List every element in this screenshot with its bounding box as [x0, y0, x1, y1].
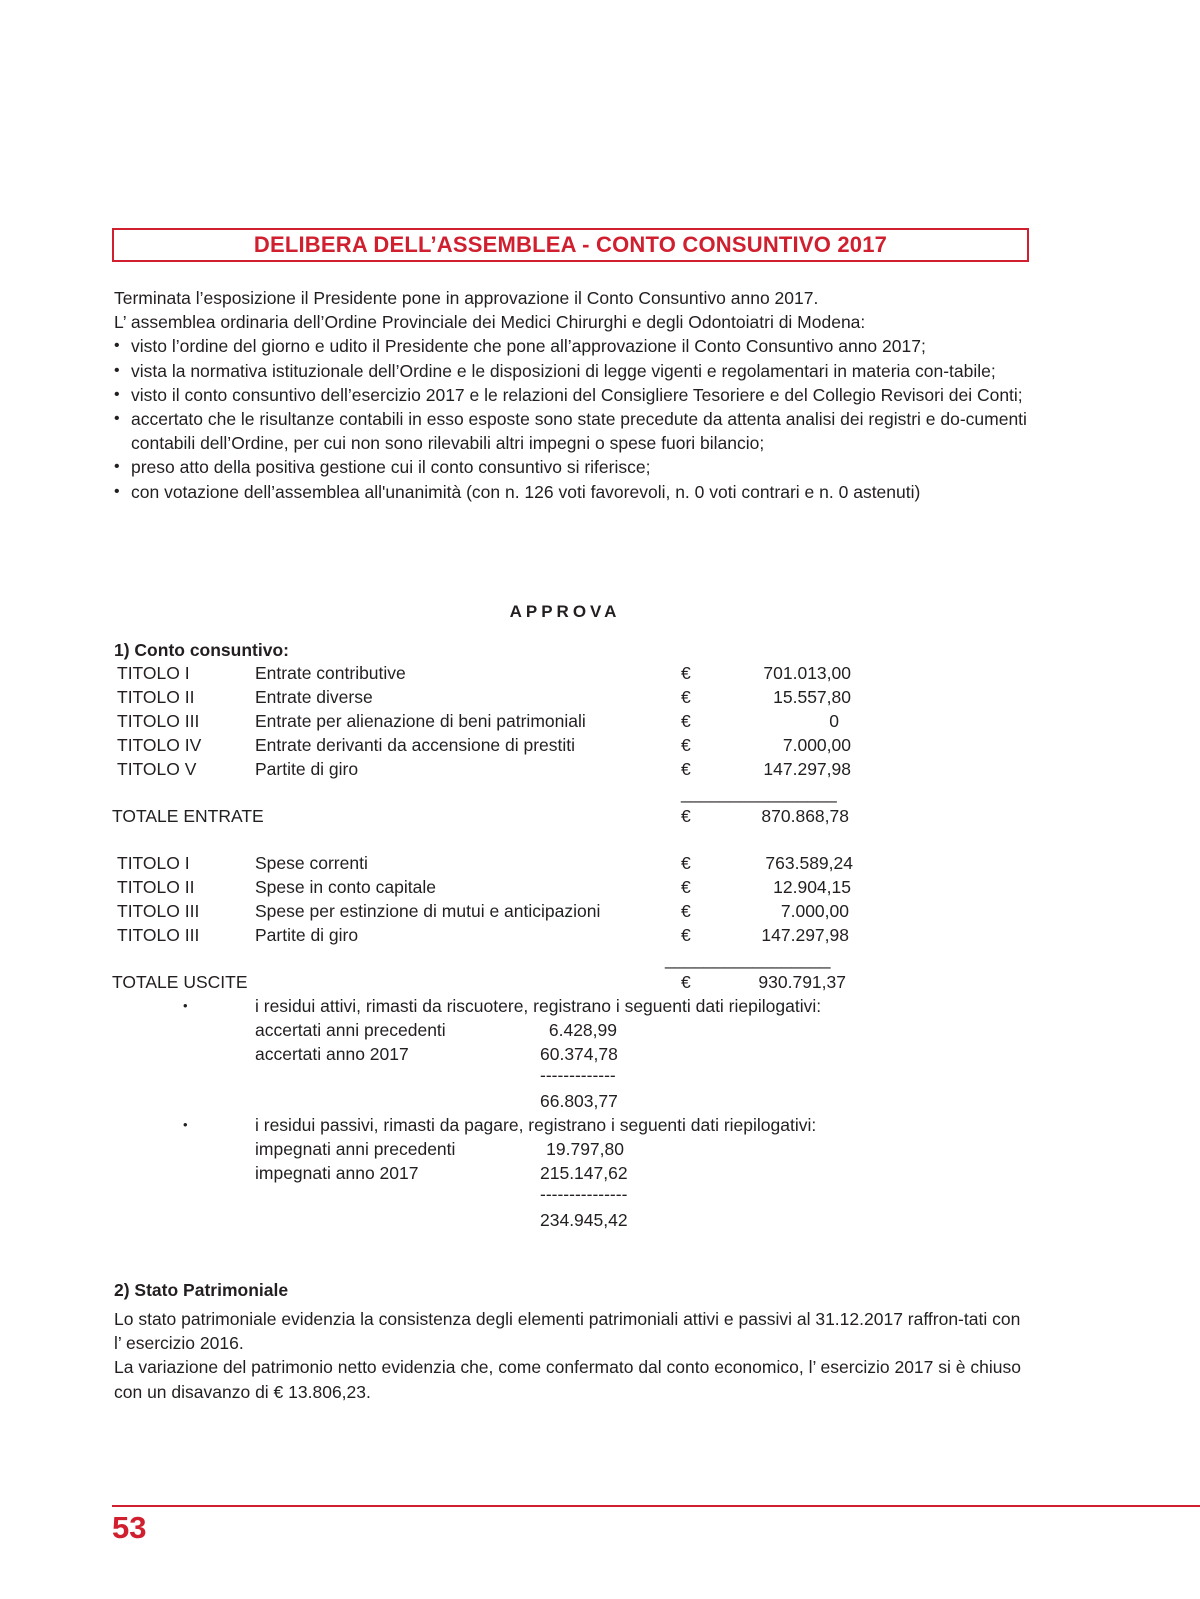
uscite-amount: 12.904,15 — [773, 877, 851, 897]
bullet-icon: • — [114, 410, 120, 428]
residui-attivi-intro: i residui attivi, rimasti da riscuotere, registrano i seguenti dati riepilogativi: — [255, 996, 822, 1016]
uscite-desc: Partite di giro — [255, 925, 359, 945]
uscite-titolo: TITOLO III — [117, 901, 200, 921]
entrate-total-rule: ________________ — [681, 783, 837, 803]
currency-symbol: € — [681, 806, 691, 826]
totale-entrate-value: 870.868,78 — [761, 806, 849, 826]
section-2-heading: 2) Stato Patrimoniale — [114, 1280, 289, 1300]
currency-symbol: € — [681, 925, 691, 945]
residui-row-label: impegnati anno 2017 — [255, 1163, 419, 1183]
uscite-total-rule: _________________ — [665, 949, 831, 969]
list-item: • accertato che le risultanze contabili in esso esposte sono state precedute da attenta analisi dei registri e do-cumenti contabili dell’Ordine, per cui non sono rilevabili altri impegni o spese fuori bilancio; — [114, 409, 1027, 454]
totale-uscite-value: 930.791,37 — [758, 972, 846, 992]
list-item: • visto il conto consuntivo dell’esercizio 2017 e le relazioni del Consigliere Tesoriere e del Collegio Revisori dei Conti; — [114, 383, 1032, 407]
residui-row-value: 19.797,80 — [546, 1139, 624, 1159]
list-item: • vista la normativa istituzionale dell’Ordine e le disposizioni di legge vigenti e regolamentari in materia con-tabile; — [114, 359, 1032, 383]
intro-line-1: Terminata l’esposizione il Presidente pone in approvazione il Conto Consuntivo anno 2017. — [114, 288, 819, 308]
residui-row-label: accertati anni precedenti — [255, 1020, 446, 1040]
uscite-titolo: TITOLO I — [117, 853, 190, 873]
currency-symbol: € — [681, 759, 691, 779]
entrate-desc: Entrate per alienazione di beni patrimoniali — [255, 711, 586, 731]
entrate-titolo: TITOLO II — [117, 687, 195, 707]
section-2-paragraph: Lo stato patrimoniale evidenzia la consistenza degli elementi patrimoniali attivi e passivi al 31.12.2017 raffron-tati con l’ esercizio 2016. — [114, 1309, 1021, 1354]
approva-heading: APPROVA — [509, 602, 621, 621]
bullet-icon: • — [114, 385, 120, 403]
uscite-desc: Spese correnti — [255, 853, 368, 873]
page-number: 53 — [112, 1510, 147, 1545]
currency-symbol: € — [681, 901, 691, 921]
currency-symbol: € — [681, 972, 691, 992]
residui-attivi-total: 66.803,77 — [540, 1091, 618, 1111]
intro-text — [114, 286, 1032, 504]
entrate-amount: 701.013,00 — [763, 663, 851, 683]
bullet-icon: • — [114, 458, 120, 476]
entrate-amount: 0 — [829, 711, 839, 731]
entrate-amount: 7.000,00 — [782, 735, 851, 755]
residui-passivi-total: 234.945,42 — [540, 1210, 628, 1230]
page-title: DELIBERA DELL’ASSEMBLEA - CONTO CONSUNTIVO 2017 — [253, 232, 888, 257]
uscite-desc: Spese per estinzione di mutui e anticipazioni — [255, 901, 601, 921]
section-1-heading: 1) Conto consuntivo: — [114, 640, 289, 660]
residui-attivi-rule: ------------- — [540, 1065, 616, 1085]
currency-symbol: € — [681, 663, 691, 683]
currency-symbol: € — [681, 877, 691, 897]
currency-symbol: € — [681, 853, 691, 873]
totale-uscite-label: TOTALE USCITE — [112, 972, 248, 992]
residui-row-value: 215.147,62 — [540, 1163, 628, 1183]
bullet-icon: • — [114, 337, 120, 355]
residui-row-label: accertati anno 2017 — [255, 1044, 409, 1064]
uscite-amount: 763.589,24 — [765, 853, 853, 873]
currency-symbol: € — [681, 735, 691, 755]
residui-row-value: 60.374,78 — [540, 1044, 618, 1064]
residui-passivi-intro: i residui passivi, rimasti da pagare, registrano i seguenti dati riepilogativi: — [255, 1115, 817, 1135]
entrate-desc: Entrate diverse — [255, 687, 373, 707]
list-item: • con votazione dell’assemblea all'unanimità (con n. 126 voti favorevoli, n. 0 voti contrari e n. 0 astenuti) — [114, 480, 1032, 504]
totale-entrate-label: TOTALE ENTRATE — [112, 806, 264, 826]
uscite-amount: 147.297,98 — [761, 925, 849, 945]
entrate-titolo: TITOLO I — [117, 663, 190, 683]
bullet-icon: • — [114, 482, 120, 500]
entrate-amount: 147.297,98 — [763, 759, 851, 779]
uscite-amount: 7.000,00 — [780, 901, 849, 921]
entrate-titolo: TITOLO IV — [117, 735, 202, 755]
title-box — [112, 228, 1029, 262]
currency-symbol: € — [681, 711, 691, 731]
bullet-icon: • — [114, 361, 120, 379]
uscite-titolo: TITOLO III — [117, 925, 200, 945]
list-item: • preso atto della positiva gestione cui il conto consuntivo si riferisce; — [114, 455, 1032, 479]
entrate-desc: Entrate derivanti da accensione di prestiti — [255, 735, 576, 755]
entrate-desc: Partite di giro — [255, 759, 359, 779]
entrate-titolo: TITOLO V — [117, 759, 197, 779]
uscite-desc: Spese in conto capitale — [255, 877, 436, 897]
residui-row-label: impegnati anni precedenti — [255, 1139, 456, 1159]
uscite-titolo: TITOLO II — [117, 877, 195, 897]
entrate-desc: Entrate contributive — [255, 663, 406, 683]
bullet-icon: • — [183, 998, 188, 1013]
entrate-amount: 15.557,80 — [773, 687, 851, 707]
footer-divider — [112, 1505, 1200, 1507]
residui-passivi-rule: --------------- — [540, 1184, 628, 1204]
entrate-titolo: TITOLO III — [117, 711, 200, 731]
intro-line-2: L’ assemblea ordinaria dell’Ordine Provinciale dei Medici Chirurghi e degli Odontoiatri di Modena: — [114, 312, 866, 333]
list-item: • visto l’ordine del giorno e udito il Presidente che pone all’approvazione il Conto Consuntivo anno 2017; — [114, 334, 1032, 358]
residui-row-value: 6.428,99 — [548, 1020, 617, 1040]
section-2-paragraph: La variazione del patrimonio netto evidenzia che, come confermato dal conto economico, l’ esercizio 2017 si è chiuso con un disavanzo di € 13.806,23. — [114, 1357, 1021, 1402]
considerations-list — [114, 334, 1032, 503]
bullet-icon: • — [183, 1117, 188, 1132]
section-2-text — [114, 1307, 1032, 1404]
currency-symbol: € — [681, 687, 691, 707]
